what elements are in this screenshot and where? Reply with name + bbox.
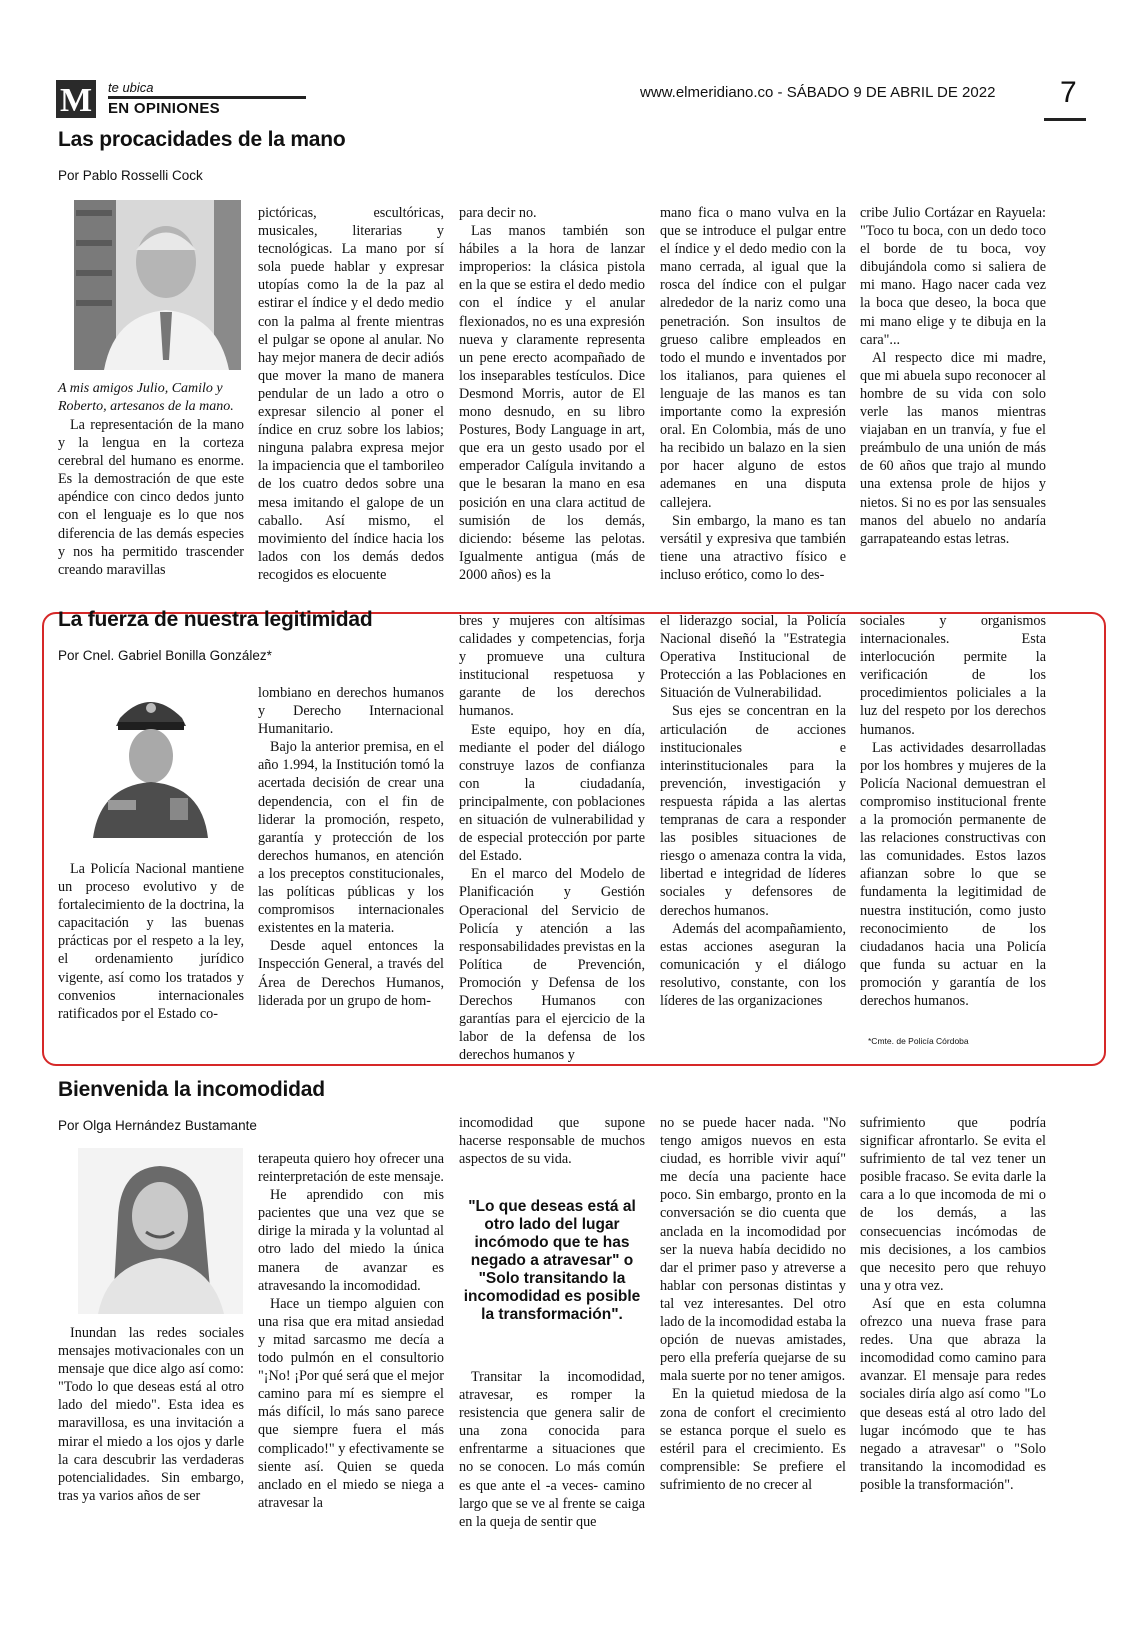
svg-text:M: M <box>59 82 93 118</box>
section-title: EN OPINIONES <box>108 100 220 117</box>
paragraph: Transitar la incomodidad, atravesar, es romper la resistencia que genera salir de una zona conocida para enfrentarme a situaciones que no se conocen. Lo más común es que ante el -a veces- camino largo que se ve al frente se caiga en la queja de sentir que <box>459 1369 645 1530</box>
article3-column-5 <box>860 1114 1046 1494</box>
paragraph: Así que en esta columna ofrezco una nueva frase para redes. Una que abraza la incomodidad como camino para avanzar. El mensaje para redes sociales diría algo así como "Lo que deseas está al otro lado del lugar incómodo que te has negado a atravesar" o "Solo transitando la incomodidad es posible la transformación". <box>860 1295 1046 1493</box>
paragraph: La representación de la mano y la lengua en la corteza cerebral del humano es enorme. Es la demostración de que este apéndice con cinco dedos junto con el lenguaje es lo que nos diferencia de las demás especies y nos ha permitido trascender creando maravillas <box>58 417 244 578</box>
paragraph: Hace un tiempo alguien con una risa que era mitad ansiedad y mitad sarcasmo me decía a todo pulmón en el consultorio "¡No! ¡Por qué será que el mejor camino para mí es siempre el más difícil, lo más sano parece que siempre fuera el más complicado!" y efectivamente se siente así. Quien se queda anclado en el miedo se niega a atravesar la <box>258 1295 444 1511</box>
paragraph: lombiano en derechos humanos y Derecho Internacional Humanitario. <box>258 685 444 738</box>
page-number: 7 <box>1060 76 1077 109</box>
author-photo-pablo-rosselli <box>74 200 241 370</box>
article2-column-2 <box>258 684 444 1010</box>
article2-column-4 <box>660 612 846 1010</box>
paragraph: bres y mujeres con altísimas calidades y competencias, forja y promueve una cultura institucional respetuosa y garante de los derechos humanos. <box>459 613 645 720</box>
paragraph: sufrimiento que podría significar afrontarlo. Se evita el sufrimiento de tal vez tener un posible fracaso. Se evita darle la cara a lo que incomoda de mi o de los demás, a las consecuencias incómodas de mis decisiones, a los cambios que necesito pero que rehuyo una y otra vez. <box>860 1115 1046 1294</box>
paragraph: En la quietud miedosa de la zona de confort el crecimiento se estanca porque el suelo es estéril para el crecimiento. Es comprensible: Se prefiere el sufrimiento de no crecer al <box>660 1386 846 1493</box>
author-portrait-icon <box>78 1148 243 1314</box>
article2-column-5 <box>860 612 1046 1010</box>
paragraph: cribe Julio Cortázar en Rayuela: "Toco tu boca, con un dedo toco el borde de tu boca, voy dibujándola como si saliera de mi mano. Hago nacer cada vez la boca que deseo, la boca que mi mano elige y te dibuja en la cara"... <box>860 205 1046 348</box>
article1-title: Las procacidades de la mano <box>58 128 346 151</box>
paragraph: el liderazgo social, la Policía Nacional diseñó la "Estrategia Operativa Institucional de Protección a las Poblaciones en Situación de Vulnerabilidad. <box>660 613 846 702</box>
paragraph: Además del acompañamiento, estas acciones aseguran la comunicación y el diálogo resolutivo, constante, con los líderes de las organizaciones <box>660 920 846 1009</box>
paragraph: En el marco del Modelo de Planificación y Gestión Operacional del Servicio de Policía y atención a las responsabilidades previstas en la Política de Prevención, Promoción y Defensa de los Derechos Humanos con garantías para el ejercicio de la labor de la defensa de los derechos humanos y <box>459 866 645 1064</box>
article1-column-3 <box>459 204 645 584</box>
officer-portrait-icon <box>88 678 213 838</box>
paragraph: incomodidad que supone hacerse responsable de muchos aspectos de su vida. <box>459 1115 645 1168</box>
author-photo-olga-hernandez <box>78 1148 243 1314</box>
article3-column-4 <box>660 1114 846 1494</box>
paragraph: no se puede hacer nada. "No tengo amigos nuevos en esta ciudad, es horrible vivir aquí" me decía una paciente hace poco. Sin embargo, pronto en la conversación se dio cuenta que anclada en la incomodidad por ser la nueva había decidido no dar el primer paso y atreverse a hablar con personas distintas y tal vez interesantes. Del otro lado de la incomodidad estaba la opción de nuevas amistades, pero ella prefería quejarse de su mala suerte por no tener amigos. <box>660 1115 846 1385</box>
page-number-rule <box>1044 118 1086 121</box>
paragraph: Sin embargo, la mano es tan versátil y expresiva que también tiene una atractivo físico e incluso erótico, como lo des- <box>660 512 846 583</box>
article1-column-1 <box>58 416 244 579</box>
author-photo-gabriel-bonilla <box>88 678 213 838</box>
logo-mark-icon <box>56 80 96 118</box>
paragraph: terapeuta quiero hoy ofrecer una reinterpretación de este mensaje. <box>258 1151 444 1186</box>
article3-column-1 <box>58 1324 244 1505</box>
article2-byline: Por Cnel. Gabriel Bonilla González* <box>58 648 272 663</box>
article3-column-3-bottom <box>459 1368 645 1531</box>
article1-column-2 <box>258 204 444 584</box>
author-portrait-icon <box>74 200 241 370</box>
paragraph: Inundan las redes sociales mensajes motivacionales con un mensaje que dice algo así como: "Todo lo que deseas está al otro lado del miedo". Esta idea es maravillosa, es una invitación a mirar el miedo a los ojos y darle la cara descubrir las verdaderas potencialidades. Sin embargo, tras ya varios años de ser <box>58 1325 244 1504</box>
paragraph: sociales y organismos internacionales. Esta interlocución permite la verificación de los procedimientos policiales a la luz del respeto por los derechos humanos. <box>860 613 1046 738</box>
newspaper-logo[interactable] <box>56 80 96 118</box>
article1-byline: Por Pablo Rosselli Cock <box>58 168 203 183</box>
article2-title: La fuerza de nuestra legitimidad <box>58 608 373 631</box>
dateline: www.elmeridiano.co - SÁBADO 9 DE ABRIL DE 2022 <box>640 84 996 101</box>
article3-column-3-top <box>459 1114 645 1168</box>
paragraph: mano fica o mano vulva en la que se introduce el pulgar entre el índice y el dedo medio con la mano cerrada, al igual que la rosca del índice con el pulgar alrededor de la nariz como una penetración. Son insultos de grueso calibre empleados en todo el mundo e inventados por los italianos, para quienes el lenguaje de las manos es tan importante como la expresión oral. En Colombia, más de uno ha recibido un balazo en la sien por hacer alguno de estos ademanes en una disputa callejera. <box>660 205 846 511</box>
article2-column-1 <box>58 860 244 1023</box>
paragraph: Este equipo, hoy en día, mediante el poder del diálogo construye lazos de confianza con la ciudadanía, principalmente, con poblaciones en situación de vulnerabilidad y de especial protección por parte del Estado. <box>459 721 645 865</box>
paragraph: Desde aquel entonces la Inspección General, a través del Área de Derechos Humanos, liderada por un grupo de hom- <box>258 938 444 1009</box>
article2-column-3 <box>459 612 645 1064</box>
article1-photo-caption: A mis amigos Julio, Camilo y Roberto, artesanos de la mano. <box>58 381 234 414</box>
kicker-rule <box>108 96 306 99</box>
article3-title: Bienvenida la incomodidad <box>58 1078 325 1101</box>
article1-column-4 <box>660 204 846 584</box>
article2-footnote: *Cmte. de Policía Córdoba <box>868 1036 969 1046</box>
article3-column-2 <box>258 1150 444 1512</box>
paragraph: Al respecto dice mi madre, que mi abuela supo reconocer al hombre de su vida con solo verle las manos mientras viajaban en un tranvía, y fue el preámbulo de una unión de más de 60 años que trajo al mundo una extensa prole de hijos y nietos. Si no es por las sensuales manos del abuelo no andaría garrapateando estas letras. <box>860 349 1046 547</box>
paragraph: He aprendido con mis pacientes que una vez que se dirige la mirada y la voluntad al otro lado del miedo la única manera de avanzar es atravesando la incomodidad. <box>258 1187 444 1294</box>
paragraph: Las actividades desarrolladas por los hombres y mujeres de la Policía Nacional demuestran el compromiso institucional frente a la promoción permanente de las relaciones constructivas con las comunidades. Estos lazos afianzan sobre lo que se fundamenta la legitimidad de nuestra institución, como justo reconocimiento de los ciudadanos hacia una Policía que funda su actuar en la promoción y garantía de los derechos humanos. <box>860 739 1046 1009</box>
paragraph: Bajo la anterior premisa, en el año 1.994, la Institución tomó la acertada decisión de crear una dependencia, con el fin de liderar la promoción, respeto, garantía y protección de los derechos humanos, en atención a los preceptos constitucionales, las políticas públicas y los compromisos internacionales existentes en la materia. <box>258 739 444 937</box>
paragraph: La Policía Nacional mantiene un proceso evolutivo y de fortalecimiento de la doctrina, la capacitación y las buenas prácticas por el respeto a la ley, el ordenamiento jurídico vigente, así como los tratados y convenios internacionales ratificados por el Estado co- <box>58 861 244 1022</box>
article1-column-5 <box>860 204 1046 548</box>
paragraph: Sus ejes se concentran en la articulación de acciones institucionales e interinstitucionales para la prevención, investigación y respuesta rápida a las alertas tempranas de cara a responder las posibles situaciones de riesgo o amenaza contra la vida, libertad e integridad de líderes sociales y defensores de derechos humanos. <box>660 703 846 919</box>
section-kicker: te ubica <box>108 80 154 95</box>
pull-quote: "Lo que deseas está al otro lado del lugar incómodo que te has negado a atravesar" o "Solo transitando la incomodidad es posible la transformación". <box>463 1198 641 1323</box>
paragraph: Las manos también son hábiles a la hora de lanzar improperios: la clásica pistola en la que se estira el dedo medio con el índice y el anular flexionados, no es una expresión nueva y claramente representa un pene erecto acompañado de los inseparables testículos. Dice Desmond Morris, autor de El mono desnudo, en su libro Postures, Body Language in art, que era un gesto usado por el emperador Calígula invitando a que le besaran la mano en esa posición en una clara actitud de sumisión de los demás, diciendo: béseme las pelotas. Igualmente antigua (más de 2000 años) es la <box>459 223 645 583</box>
article3-byline: Por Olga Hernández Bustamante <box>58 1118 257 1133</box>
paragraph: pictóricas, escultóricas, musicales, literarias y tecnológicas. La mano por sí sola puede hablar y expresar utopías como la de la paz al estirar el índice y el dedo medio con la palma al frente mientras el pulgar se opone al anular. No hay mejor manera de decir adiós que mover la mano de manera pendular de un lado a otro o expresar silencio al poner el índice en cruz sobre los labios; ninguna palabra expresa mejor la impaciencia que el tamborileo de los cuatro dedos sobre una mesa imitando el galope de un caballo. Así mismo, el movimiento del índice hacia los lados con los demás dedos recogidos es elocuente <box>258 205 444 583</box>
paragraph: para decir no. <box>459 205 537 221</box>
